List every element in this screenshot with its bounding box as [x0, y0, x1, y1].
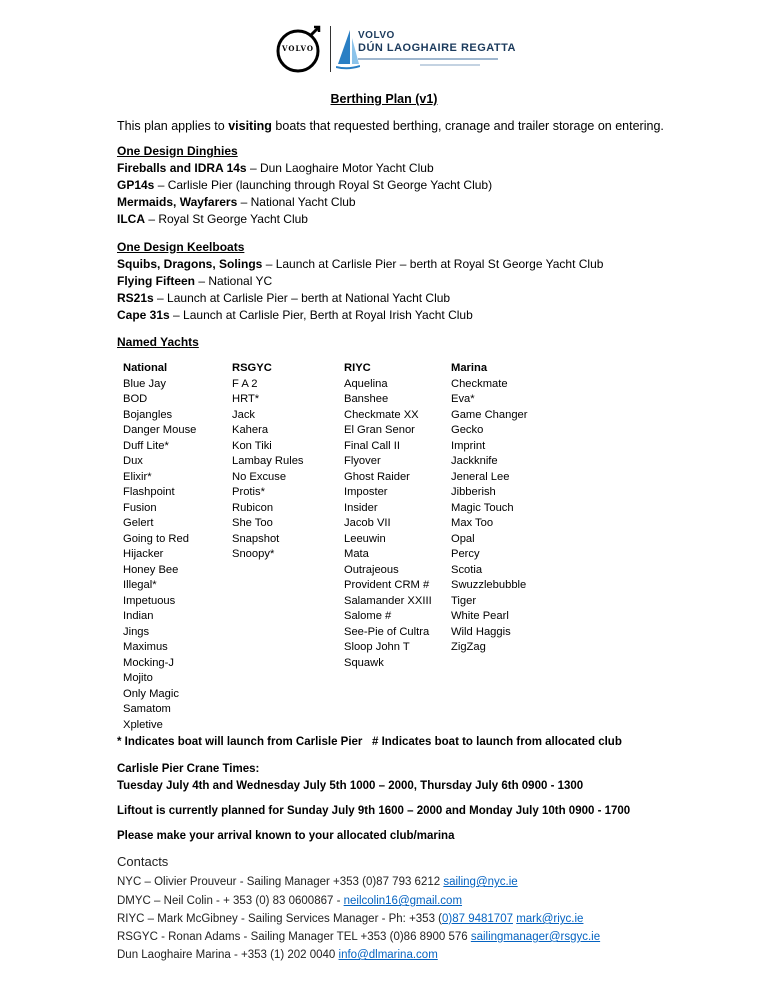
yacht-column-rsgyc [232, 361, 304, 563]
intro-before: This plan applies to [117, 119, 229, 133]
yacht-name: Wild Haggis [451, 625, 511, 638]
yacht-column-header: RSGYC [232, 362, 272, 374]
yacht-name: Impetuous [123, 594, 176, 607]
contact-email-link[interactable]: info@dlmarina.com [338, 949, 438, 961]
brand-tagline-rule [358, 58, 498, 60]
page-title: Berthing Plan (v1) [330, 92, 438, 106]
yacht-name: Jackknife [451, 455, 498, 467]
yacht-name: Checkmate [451, 377, 508, 390]
intro-text [117, 118, 664, 134]
contact-nyc: NYC – Olivier Prouveur - Sailing Manager +353 (0)87 793 6212 sailing@nyc.ie [117, 876, 518, 888]
dinghy-item: GP14s – Carlisle Pier (launching through Royal St George Yacht Club) [117, 178, 493, 192]
yacht-name: Jack [232, 408, 256, 421]
yacht-name: Protis* [232, 486, 265, 498]
yacht-name: BOD [123, 393, 148, 405]
yacht-name: Ghost Raider [344, 470, 410, 483]
yacht-name: Fusion [123, 501, 157, 514]
yacht-name: Hijacker [123, 548, 164, 560]
yacht-name: Tiger [451, 594, 477, 607]
yacht-name: Snoopy* [232, 548, 275, 560]
keelboats-heading: One Design Keelboats [117, 240, 245, 254]
yacht-name: Outrajeous [344, 563, 399, 576]
yacht-name: Game Changer [451, 408, 528, 421]
yacht-name: She Too [232, 517, 273, 529]
yacht-name: Jings [123, 625, 150, 638]
yacht-name: Maximus [123, 641, 168, 653]
dinghy-item: ILCA – Royal St George Yacht Club [117, 212, 308, 226]
yacht-name: Bojangles [123, 408, 173, 421]
yacht-name: Opal [451, 532, 475, 545]
keelboat-item: Squibs, Dragons, Solings – Launch at Carlisle Pier – berth at Royal St George Yacht Club [117, 257, 604, 271]
yacht-name: Gecko [451, 424, 484, 436]
yacht-name: Jibberish [451, 486, 496, 498]
yacht-name: Final Call II [344, 439, 400, 452]
yacht-column-header: National [123, 362, 168, 374]
contacts-heading: Contacts [117, 854, 169, 869]
yacht-name: White Pearl [451, 610, 509, 622]
contact-riyc: RIYC – Mark McGibney - Sailing Services Manager - Ph: +353 (0)87 9481707 mark@riyc.ie [117, 913, 584, 925]
yacht-name: Danger Mouse [123, 424, 197, 436]
yacht-name: Mata [344, 548, 369, 560]
contact-rsgyc: RSGYC - Ronan Adams - Sailing Manager TEL +353 (0)86 8900 576 sailingmanager@rsgyc.ie [117, 931, 601, 943]
yacht-column-marina [451, 361, 528, 656]
intro-after: boats that requested berthing, cranage and trailer storage on entering. [271, 119, 664, 133]
yacht-name: Going to Red [123, 532, 189, 545]
crane-heading: Carlisle Pier Crane Times: [117, 763, 260, 775]
intro-bold: visiting [228, 119, 272, 133]
yacht-name: Samatom [123, 703, 171, 715]
yacht-column-riyc [344, 361, 432, 671]
yacht-name: Leeuwin [344, 532, 386, 545]
yacht-name: Flyover [344, 455, 381, 467]
yacht-name: Max Too [451, 517, 494, 529]
yacht-name: Imprint [451, 439, 486, 452]
yacht-column-national [123, 361, 196, 733]
keelboat-item: RS21s – Launch at Carlisle Pier – berth at National Yacht Club [117, 291, 451, 305]
dinghies-heading: One Design Dinghies [117, 144, 238, 158]
header-logos [270, 22, 516, 78]
yacht-name: Eva* [451, 393, 475, 405]
yacht-name: Jeneral Lee [451, 470, 510, 483]
yacht-name: ZigZag [451, 641, 486, 653]
yacht-name: Swuzzlebubble [451, 579, 527, 591]
yacht-name: Scotia [451, 563, 483, 576]
yacht-name: Banshee [344, 393, 389, 405]
yacht-name: No Excuse [232, 470, 287, 483]
sail-logo-icon [336, 28, 360, 70]
yacht-name: Xpletive [123, 718, 163, 731]
yacht-name: Dux [123, 455, 143, 467]
yacht-name: F A 2 [232, 377, 258, 390]
yacht-name: Elixir* [123, 470, 152, 483]
yacht-name: Snapshot [232, 532, 280, 545]
yacht-name: Indian [123, 610, 154, 622]
yacht-name: Kahera [232, 424, 269, 436]
brand-tagline-rule [420, 64, 480, 66]
yacht-name: Lambay Rules [232, 455, 304, 467]
yacht-name: Mocking-J [123, 656, 174, 669]
arrival-notice: Please make your arrival known to your allocated club/marina [117, 830, 455, 842]
yacht-name: Imposter [344, 486, 388, 498]
keelboat-item: Flying Fifteen – National YC [117, 274, 273, 288]
yacht-name: Illegal* [123, 579, 157, 591]
contact-email-link[interactable]: sailingmanager@rsgyc.ie [470, 931, 601, 943]
dinghy-item: Fireballs and IDRA 14s – Dun Laoghaire Motor Yacht Club [117, 161, 434, 175]
yacht-name: Salamander XXIII [344, 594, 432, 607]
yacht-name: See-Pie of Cultra [344, 625, 430, 638]
named-yachts-heading: Named Yachts [117, 335, 199, 349]
yacht-footnote: * Indicates boat will launch from Carlisle Pier # Indicates boat to launch from allocated club [117, 736, 622, 748]
contact-phone-link[interactable]: 0)87 9481707 [442, 913, 513, 925]
crane-times: Tuesday July 4th and Wednesday July 5th 1000 – 2000, Thursday July 6th 0900 - 1300 [117, 780, 584, 792]
volvo-wordmark: VOLVO [282, 44, 314, 53]
yacht-name: Provident CRM # [344, 579, 430, 591]
dinghy-item: Mermaids, Wayfarers – National Yacht Club [117, 195, 356, 209]
yacht-name: Kon Tiki [232, 439, 272, 452]
contact-marina: Dun Laoghaire Marina - +353 (1) 202 0040 info@dlmarina.com [117, 949, 438, 961]
brand-name: VOLVO [358, 30, 395, 41]
yacht-name: Sloop John T [344, 641, 410, 653]
contact-dmyc: DMYC – Neil Colin - + 353 (0) 83 0600867 - neilcolin16@gmail.com [117, 895, 463, 907]
yacht-name: El Gran Senor [344, 424, 415, 436]
yacht-name: Jacob VII [344, 517, 391, 529]
contact-email-link[interactable]: sailing@nyc.ie [443, 876, 518, 888]
contact-email-link[interactable]: neilcolin16@gmail.com [343, 895, 463, 907]
yacht-column-header: RIYC [344, 362, 371, 374]
yacht-name: Insider [344, 501, 378, 514]
yacht-name: Only Magic [123, 687, 179, 700]
yacht-name: Blue Jay [123, 377, 166, 390]
yacht-name: Mojito [123, 672, 153, 684]
yacht-name: Honey Bee [123, 563, 179, 576]
keelboat-item: Cape 31s – Launch at Carlisle Pier, Berth at Royal Irish Yacht Club [117, 308, 473, 322]
liftout-text: Liftout is currently planned for Sunday July 9th 1600 – 2000 and Monday July 10th 0900 - 1700 [117, 805, 631, 817]
yacht-name: Checkmate XX [344, 408, 419, 421]
yacht-name: Gelert [123, 517, 154, 529]
yacht-name: Percy [451, 548, 480, 560]
yacht-name: Rubicon [232, 501, 274, 514]
brand-event: DÚN LAOGHAIRE REGATTA [358, 42, 516, 54]
yacht-name: Salome # [344, 610, 392, 622]
yacht-name: Aquelina [344, 377, 388, 390]
header-divider [330, 26, 331, 72]
yacht-name: Duff Lite* [123, 439, 169, 452]
yacht-name: Magic Touch [451, 501, 514, 514]
yacht-column-header: Marina [451, 362, 488, 374]
yacht-name: HRT* [232, 393, 260, 405]
yacht-name: Squawk [344, 656, 384, 669]
contact-email-link[interactable]: mark@riyc.ie [516, 913, 584, 925]
yacht-name: Flashpoint [123, 486, 175, 498]
